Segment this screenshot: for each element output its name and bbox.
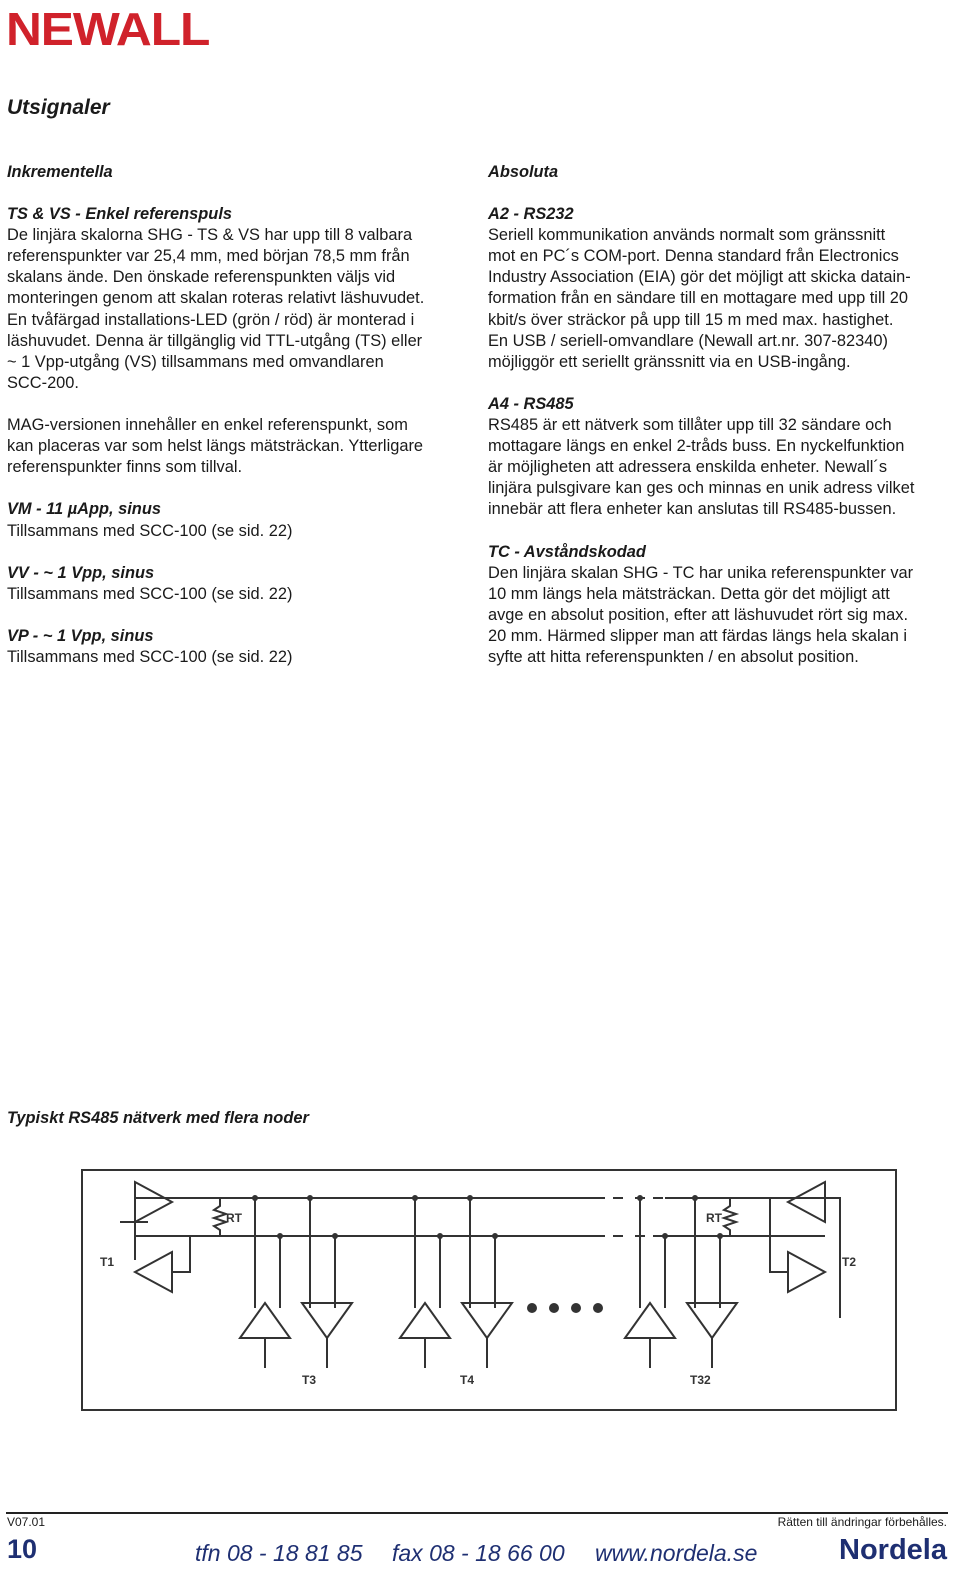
section-title: A4 - RS485 [488,394,574,413]
diagram-frame [82,1170,896,1410]
section-title: VM - 11 µApp, sinus [7,500,161,519]
junction-dot [717,1233,723,1239]
section-body: MAG-versionen innehåller en enkel referenspunkt, som kan placeras var som helst längs mätsträckan. Ytterligare referenspunkter finns som tillval. [7,416,424,477]
section-title: A2 - RS232 [488,205,574,224]
continuation-dot [571,1303,581,1313]
section-vp [7,626,467,668]
section-body: De linjära skalorna SHG - TS & VS har upp till 8 valbara referenspunkter var 25,4 mm, med början 78,5 mm från skalans ände. Den önskade referenspunkten väljs vid monteringen genom att skalan roteras relativt läshuvudet. En tvåfärgad installations-LED (grön / röd) är monterad i läshuvudet. Denna är tillgänglig vid TTL-utgång (TS) eller ~ 1 Vpp-utgång (VS) tillsammans med omvandlaren SCC-200. [7,226,425,392]
section-body: Tillsammans med SCC-100 (se sid. 22) [7,648,293,667]
section-body: Seriell kommunikation används normalt som gränssnitt mot en PC´s COM-port. Denna standard från Electronics Industry Association (EIA) gör det möjligt att skicka datain- formation från en sändare till en mottagare med upp till 20 kbit/s över sträckor på upp till 15 m med max. hastighet. En USB / seriell-omvandlare (Newall art.nr. 307-82340) möjliggör ett seriellt gränssnitt via en USB-ingång. [488,226,911,371]
column-heading-absolute: Absoluta [488,163,559,181]
junction-dot [692,1195,698,1201]
footer-fax: fax 08 - 18 66 00 [392,1540,565,1566]
junction-dot [492,1233,498,1239]
t1-driver-triangle [135,1182,172,1222]
t4-driver-triangle [400,1303,450,1338]
figure-caption: Typiskt RS485 nätverk med flera noder [7,1109,309,1127]
junction-dot [252,1195,258,1201]
section-vv [7,563,467,605]
section-body: Tillsammans med SCC-100 (se sid. 22) [7,584,293,603]
label-t4: T4 [460,1373,475,1387]
section-tc [488,542,950,669]
t1-receiver-wire [172,1236,190,1272]
footer-version: V07.01 [7,1515,46,1529]
junction-dot [637,1195,643,1201]
right-edge-wire [825,1198,840,1318]
t3-stub-wires [265,1338,327,1368]
rs485-network-diagram [80,1168,898,1412]
junction-dot [437,1233,443,1239]
t32-stub-wires [650,1338,712,1368]
t3-driver-triangle [240,1303,290,1338]
label-t2: T2 [842,1255,857,1269]
t32-receiver-triangle [687,1303,737,1338]
continuation-dot [593,1303,603,1313]
section-a2-rs232 [488,204,950,373]
section-a4-rs485 [488,394,950,521]
t3-bus-drops [255,1198,335,1308]
junction-dot [277,1233,283,1239]
section-body: RS485 är ett nätverk som tillåter upp till 32 sändare och mottagare längs en enkel 2-tråds buss. En nyckelfunktion är möjligheten att adressera enskilda enheter. Newall´s linjära pulsgivare kan ges och minnas en unik adress vilket innebär att flera enheter kan anslutas till RS485-bussen. [488,416,915,519]
right-column [488,162,950,689]
t4-stub-wires [425,1338,487,1368]
continuation-dot [527,1303,537,1313]
section-ts-vs [7,204,467,394]
page-number: 10 [7,1534,38,1564]
junction-dot [467,1195,473,1201]
section-title: TS & VS - Enkel referenspuls [7,205,232,224]
page-title: Utsignaler [7,96,110,119]
label-t3: T3 [302,1373,317,1387]
section-vm [7,499,467,541]
section-mag [7,415,467,478]
footer-notice: Rätten till ändringar förbehålles. [777,1515,947,1529]
column-heading-incremental: Inkrementella [7,163,113,181]
footer-website-link[interactable]: www.nordela.se [595,1540,758,1566]
section-title: VP - ~ 1 Vpp, sinus [7,626,154,645]
nordela-brand: Nordela [839,1534,947,1566]
junction-dot [307,1195,313,1201]
t2-receiver-triangle [788,1182,825,1222]
rt-right-resistor [724,1198,736,1236]
section-body: Den linjära skalan SHG - TC har unika referenspunkter var 10 mm längs hela mätsträckan. Detta gör det möjligt att avge en absolut position, efter att läshuvudet rört sig max. 20 mm. Härmed slipper man att färdas längs hela skalan i syfte att hitta referenspunkten / en absolut position. [488,563,914,667]
junction-dot [662,1233,668,1239]
junction-dot [412,1195,418,1201]
rt-left-resistor [214,1198,226,1236]
footer-phone: tfn 08 - 18 81 85 [195,1540,363,1566]
section-title: VV - ~ 1 Vpp, sinus [7,563,155,582]
t4-bus-drops [415,1198,495,1308]
t3-receiver-triangle [302,1303,352,1338]
newall-logo: NEWALL [6,3,210,55]
section-body: Tillsammans med SCC-100 (se sid. 22) [7,521,293,540]
t2-driver-triangle [788,1252,825,1292]
section-title: TC - Avståndskodad [488,542,646,561]
label-t32: T32 [690,1373,711,1387]
footer-rule [6,1512,948,1514]
continuation-dot [549,1303,559,1313]
t32-driver-triangle [625,1303,675,1338]
junction-dot [332,1233,338,1239]
t4-receiver-triangle [462,1303,512,1338]
label-rt-right: RT [706,1211,722,1225]
label-t1: T1 [100,1255,115,1269]
left-column [7,162,467,689]
t1-receiver-triangle [135,1252,172,1292]
label-rt-left: RT [226,1211,242,1225]
